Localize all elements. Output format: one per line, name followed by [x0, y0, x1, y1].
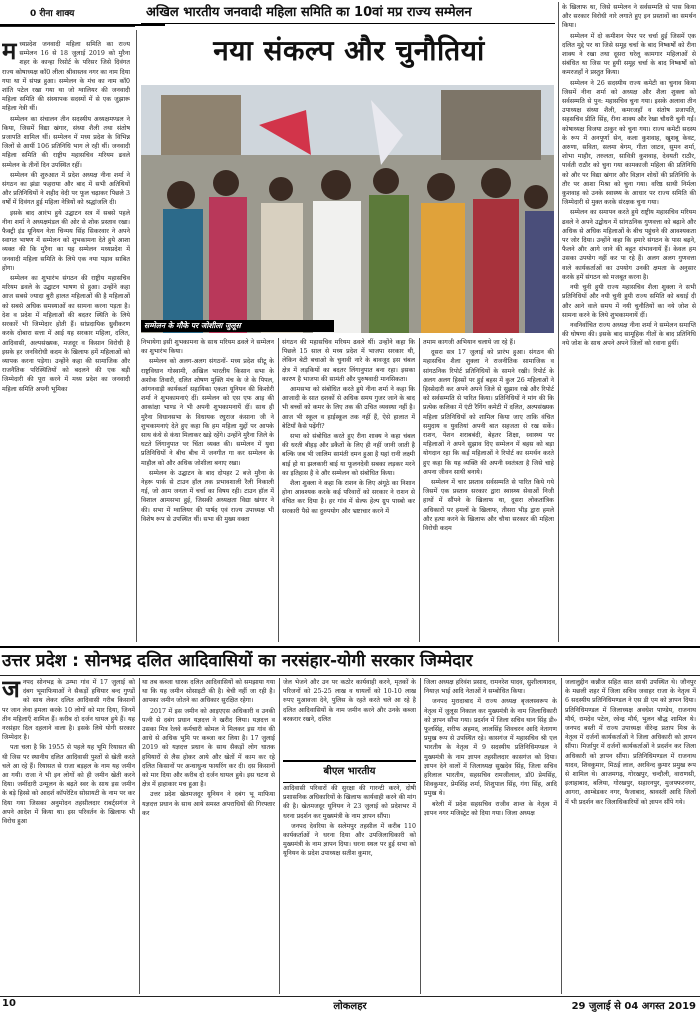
rally-photo — [141, 85, 554, 333]
column-divider — [139, 678, 140, 994]
issue-date: 29 जुलाई से 04 अगस्त 2019 — [571, 1001, 696, 1012]
bottom-column-2: था तब कब्जा धारक दलित आदिवासियों को समझाया गया था कि यह जमीन सोसाइटी की है। बेची नहीं जा रही है। आपका जमीन जोतने का अधिकार सुरक्षित रहेगा। 2017 में इस जमीन को आइएएस अधिकारी व उनकी पत्नी से दबंग प्रधान यज्ञदत्त ने खरीद लिया। यज्ञदत्त व उसका मित्र रेलवे कर्मचारी कोमल ने मिलकर इस गांव की आधे से अधिक भूमि पर कब्जा कर लिया है। 17 जुलाई 2019 को यज्ञदत्त प्रधान के साथ सैकड़ों लोग घातक हथियारों से लैस होकर आये और खेतों में काम कर रहे दलित किसानों पर अन्धाधुन्ध फायरिंग कर दी। दस किसानों को मार दिया और करीब दो दर्जन घायल हुये। इस घटना से क्षेत्र में हाहाकार मच हुआ है। उत्तर प्रदेश खेतमजदूर यूनियन ने दबंग भू माफिया यज्ञदत्त प्रधान के साथ आये समस्त अपराधियों की गिरफ्तार कर — [142, 679, 275, 817]
kicker: अखिल भारतीय जनवादी महिला समिति का 10वां मप्र राज्य सम्मेलन — [146, 5, 472, 20]
photo-caption: सम्मेलन के मौके पर जोशीला जुलूस — [141, 320, 334, 332]
column-divider — [136, 30, 137, 642]
column-divider — [279, 678, 280, 994]
column-divider — [558, 2, 559, 642]
page-number: 10 — [2, 998, 16, 1009]
story-divider — [0, 646, 700, 648]
bottom-column-5: जलालुद्दीन कन्नौज सहित सात साथी उपस्थित थे। जौनपुर के मछली शहर में जिला सचिव जवाहर राजा के नेतृत्व में 6 सदस्यीय प्रतिनिधिमण्डल ने एस डी एम को ज्ञापन दिया। प्रतिनिधिमण्डल में जिलाध्यक्ष अवधेश पाण्डेय, राजनाथ मौर्य, रामदेव पटेल, रवेन्द्र मौर्य, भुलन बौद्ध शामिल थे। जनपद बस्ती में राज्य उपाध्यक्ष वीरेन्द्र प्रताप मिश्र के नेतृत्व में दर्जनों कार्यकर्ताओं ने जिला अधिकारी को ज्ञापन सौंपा। मिर्जापुर में दर्जनों कार्यकर्ताओं ने प्रदर्शन कर जिला अधिकारी को ज्ञापन सौंपा। प्रतिनिधिमण्डल में राजनाथ यादव, शिवकुमार, मिठई लाल, अरविन्द कुमार प्रमुख रूप से शामिल थे। आजमगढ़, गोरखपुर, चन्दौली, वाराणसी, इलाहाबाद, बलिया, गोरखपुर, सहारनपुर, मुजफ्फरनगर, आगरा, आम्बेडकर नगर, फैजाबाद, श्रावस्ती आदि जिलों में भी प्रदर्शन कर जिलाधिकारियों को ज्ञापन सौंपे गये। — [565, 679, 696, 806]
column-divider — [278, 338, 279, 642]
top-column-5: के खिलाफ था, जिसे सम्मेलन ने सर्वसम्मति से पास किया और सरकार विरोधी नारे लगाते हुए इन प्रस्तावों का समर्थन किया। सम्मेलन में दो कमीशन पेपर पर चर्चा हुई जिसमें एक दलित मुद्दे पर था जिसे समूह चर्चा के बाद निष्कर्षों को रीना शाक्य ने रखा तथा दूसरा घरेलू कामगार महिलाओं से संबंधित था जिस पर हुयी समूह चर्चा के बाद निष्कर्षों को कमरजहाँ ने प्रस्तुत किया। सम्मेलन ने 26 सदस्यीय राज्य कमेटी का चुनाव किया जिसमें नीना शर्मा को अध्यक्ष और शैला शुक्ला को सर्वसम्मति से पुन: महासचिव चुना गया। इसके अलावा तीन उपाध्यक्ष संध्या शैली, कमरजहाँ व संतोष प्रजापति, सहसचिव प्रीति सिंह, रीना शाक्य और रेखा चौधरी चुनी गईं। कोषाध्यक्ष विजया ठाकुर को चुना गया। राज्य कमेटी सदस्य के रूप में अनपूर्णा सेन, कला कुशवाह, खुशबू केवट, अरुणा, सविता, सलमा बेगम, गीता जाटव, सुमन शर्मा, शोभा माहौर, तरुलता, सावित्री कुशवाह, देवयती राठौर, पार्वती राठौर को चुना गया कामकाजी महिला की प्रतिनिधि को और पर विद्या खंगार और विज्ञान शोधों की प्रतिनिधि के तौर पर आशा मिश्रा को चुना गया। वरिष्ठ साथी निर्मला कुशवाह को उनके स्वास्थ्य के आधार पर राज्य समिति की जिम्मेदारी से मुक्त करके संरक्षक चुना गया। सम्मेलन का समापन करते हुये राष्ट्रीय महासचिव मरियम ढवले ने अपने उद्बोधन में सांगठनिक गुणवत्ता को बढ़ाने और अधिक से अधिक महिलाओं के बीच पहुंचने की आवश्यकता पर जोर दिया। उन्होंने कहा कि हमारे संगठन के पास बढ़ने, फैलने और आगे जाने की बहुत संभावनायें हैं। केवल हम उसका उपयोग नहीं कर पा रहे हैं। अलग अलग गुणवत्ता वाले कार्यकर्ताओं का उपयोग उनकी क्षमता के अनुसार करके हमें संगठन को मजबूत करना है। नयी चुनी हुयी राज्य महासचिव शैला शुक्ला ने सभी प्रतिनिधियों और नयी चुनी हुयी राज्य समिति को बधाई दी और आने वाले समय में नयी चुनौतियों का नये जोश से सामना करने के लिये शुभकामनायें दीं। नवनिर्वाचित राज्य अध्यक्ष नीना शर्मा ने सम्मेलन समाप्ति की घोषणा की। इसके बाद सामूहिक गीतों के बाद प्रतिनिधि नये जोश के साथ अपने अपने जिलों को रवाना हुयीं। — [562, 4, 696, 348]
column-divider — [561, 678, 562, 994]
headline: नया संकल्प और चुनौतियां — [213, 34, 485, 67]
top-column-3: संगठन की महासचिव मरियम ढवले थीं। उन्होंने कहा कि पिछले 15 साल से मध्य प्रदेश में भाजपा सरकार थी, लेकिन बेटी बचाओ के चुनावी नारे के बावजूद इस चंबल क्षेत्र में लड़कियों का बदतर लिंगानुपात बना रहा। इसका कारण है भाजपा की सामंती और पुरुषवादी मानसिकता। आमसभा को संबोधित करते हुये नीना शर्मा ने कहा कि आजादी के सात दशकों से अधिक समय गुजर जाने के बाद भी बच्चों को कमर के लिए तक की उचित व्यवस्था नहीं है। आज भी स्कूल व हाईस्कूल तक नहीं हैं, ऐसे हालात में बेटियाँ कैसे पढ़ेंगी? सभा को संबोधित करते हुए रीना शाक्य ने कहा चंबल की धरती बीहड़ और डकैतों के लिए ही नहीं जानी जाती है बल्कि जब भी जालिम सामंती दमन हुआ है यहां रानी लक्ष्मी बाई हो या झलकारी बाई या फूलनदेवी सबका लड़कर मरने का इतिहास है वे और सम्मेलन को संबोधित किया। शैला शुक्ला ने कहा कि राशन के लिए अंगूठे का निशान होना आवश्यक करके कई परिवारों को सरकार ने राशन से वंचित कर दिया है। हर गांव में सेल्फ हेल्प ग्रुप पास्बो कर सरकारी पैसे का दुरुपयोग और भ्रष्टाचार करने में — [282, 339, 415, 515]
kicker-rule — [141, 23, 555, 24]
footer-rule — [0, 996, 700, 997]
top-column-2: निभायेगा इसी शुभकामना के साथ मरियम ढवले ने सम्मेलन का शुभारंभ किया। सम्मेलन को अलग-अलग संगठनों- मध्य प्रदेश सीटू के राष्ट्रविधान गोस्वामी, अखिल भारतीय किसान सभा के अशोक तिवारी, दलित शोषण मुक्ति मंच के जे के पिपल, आंगनवाड़ी कार्यकर्ता सहायिका एकता यूनियन की किशोरी शर्मा ने शुभकामनाएं दीं। सम्मेलन को एस एफ आइ की आकांक्षा भाण्ड ने भी अपनी शुभकामनायें दीं। साथ ही मुरैना विधानसभा के विधायक रघुराज कंसाना जी ने शुभकामनाएं देते हुए कहा कि हम महिला मुद्दों पर आपके साथ कंधे से कंधा मिलाकर खड़े रहेंगे। उन्होंने मुरैना जिले के घटते लिंगानुपात पर चिंता व्यक्त की। सम्मेलन में युवा प्रतिनिधियों ने बीच बीच में जनगीत गा कर सम्मेलन के माहौल को और अधिक जोशीला बनाए रखा। सम्मेलन के उद्घाटन के बाद दोपहर 2 बजे मुरैना के नेहरू पार्क से टाउन हॉल तक प्रभावशाली रैली निकाली गई, जो आम जनता में चर्चा का विषय रही। टाउन हॉल में विशाल आमसभा हुई, जिसकी अध्यक्षता विद्या खंगार ने की। सभा में ग्वालियर की पार्षद एवं राज्य उपाध्यक्ष भी विशेष रूप से उपस्थित थीं। सभा की मुख्य वक्ता — [141, 339, 274, 523]
bottom-column-3: आदिवासी परिवारों की सुरक्षा की गारन्टी करने, दोषी प्रशासनिक अधिकारियों के खिलाफ कार्यवाही करने की मांग की है। खेतमजदूर यूनियन ने 23 जुलाई को प्रदेशभर में धरना प्रदर्शन कर मुख्यमंत्री के नाम ज्ञापन सौंपा। जनपद देवरिया के सलेमपुर तहसील में करीब 110 कार्यकर्ताओं ने धरना दिया और उपजिलाधिकारी को मुख्यमंत्री के नाम ज्ञापन दिया। धरना स्थल पर हुई सभा को यूनियन के प्रदेश उपाध्यक्ष सतीश कुमार, — [283, 785, 416, 858]
author-label: 0 रीना शाक्य — [0, 4, 165, 26]
bottom-column-4: जिला अध्यक्ष हरिवंश प्रसाद, रामनरेश यादव, सुशीलायादव, नियाज़ भाई आदि नेताओं ने सम्बोधित किया। जनपद मुरादाबाद में राज्य अध्यक्ष बृजलस्वरूप के नेतृत्व में जुलूस निकाल कर मुख्यमंत्री के नाम जिलाधिकारी को ज्ञापन सौंपा गया। प्रदर्शन में जिला सचिव थान सिंह डी० फूलसिंह, शरीफ अहमद, लालसिंह शिवचरन आदि नेतागण प्रमुख रूप से उपस्थित रहे। कासगंज में महासचिव श्री एल भारतीय के नेतृत्व में 9 सदस्यीय प्रतिनिधिमण्डल ने मुख्यमंत्री के नाम ज्ञापन तहसीलदार कासगंज को दिया। ज्ञापन देने वालों में जिलाध्यक्ष सुखदेव सिंह, जिला सचिव हरिलाल भारतीय, सहसचिव रामजीलाल, डॉ0 प्रेमसिंह, शिवकुमार, प्रेमसिंह शर्मा, शिशुपाल सिंह, गंगा सिंह, आदि प्रमुख थे। बरेली में प्रदेश सहसचिव राजीव शान्त के नेतृत्व में ज्ञापन नगर मजिस्ट्रेट को दिया गया। जिला अध्यक्ष — [424, 679, 557, 817]
column-divider — [420, 678, 421, 994]
drop-cap: ज — [2, 678, 20, 703]
drop-cap: म — [2, 40, 17, 65]
rally-photo-illustration — [141, 85, 554, 333]
publication-name: लोकलहर — [333, 1001, 367, 1012]
column-divider — [419, 338, 420, 642]
top-column-4: तमाम कागजी अभियान चलाये जा रहे हैं। दूसरा सत्र 17 जुलाई को प्रारंभ हुआ। संगठन की महासचिव शैला शुक्ला ने राजनीतिक सामाजिक व सांगठनिक रिपोर्ट प्रतिनिधियों के सामने रखी। रिपोर्ट के अलग अलग हिस्सों पर हुई बहस में कुल 26 महिलाओं ने हिस्सेदारी कर अपने अपने जिले से सुझाव रखे और रिपोर्ट को सर्वसम्मति से पारित किया। प्रतिनिधियों ने मांग की कि प्रत्येक कलिका में एंटी रैगिंग कमेटी में दलित, अल्पसंख्यक महिला प्रतिनिधियों को शामिल किया जाए ताकि वंचित समुदाय व युवतियां अपनी बात सहजता से रख सकें। राशन, पेंशन शराबबंदी, बेहतर शिक्षा, स्वास्थ्य पर महिलाओं ने अपने सुझाव दिए सम्मेलन में बहस को बड़ा योगदान रहा कि कई महिलाओं ने रिपोर्ट का समर्थन करते हुए कहा कि यह व्यक्ति की अपनी स्वतंत्रता है जिसे चाहे अपना जीवन साथी बनाये। सम्मेलन में चार प्रस्ताव सर्वसम्मति से पारित किये गये जिसमें एक प्रस्ताव सरकार द्वारा स्वास्थ्य सेवाओं निजी हाथों में सौंपने के खिलाफ था, दूसरा लोकतांत्रिक अधिकारों पर हमलों के खिलाफ, तीसरा भीड़ द्वारा हमले और हत्या करने के खिलाफ और चौथा सरकार की महिला विरोधी कदम — [423, 339, 554, 533]
bottom-headline: उत्तर प्रदेश : सोनभद्र दलित आदिवासियों का नरसंहार-योगी सरकार जिम्मेदार — [2, 651, 473, 671]
author-rule — [0, 26, 135, 27]
bottom-column-3-top: जेल भेजने और उन पर कठोर कार्यवाही करने, मृतकों के परिजनों को 25-25 लाख व घायलों को 10-10 लाख रुपए मुआवजा देने, पुलिस के रहते करते चले आ रहे है दलित आदिवासियों के नाम जमीन करने और उनके कब्जा बरकरार रखने, दलित — [283, 679, 416, 723]
top-column-1: म ध्यप्रदेश जनवादी महिला समिति का राज्य सम्मेलन 16 से 18 जुलाई 2019 को मुरैना शहर के कान्हा रिसोर्ट के परिसर जिसे दिवंगत राज्य कोषाध्यक्ष कॉ0 लीला श्रीवास्तव नगर का नाम दिया गया था में संपन्न हुआ। सम्मेलन के मंच का नाम कॉ0 शांति पटेल रखा गया था जो ग्वालियर की जनवादी महिला समिति की संस्थापक सदस्यों में से एक जुझारू महिला नेत्री थीं। सम्मेलन का संचालन तीन सदस्यीय अध्यक्षमण्डल ने किया, जिसमें विद्या खंगार, संध्या शैली तथा संतोष प्रजापति शामिल थीं। सम्मेलन में मध्य प्रदेश के विभिन्न जिलों से आयीं 106 प्रतिनिधि भाग ले रही थीं। जनवादी महिला समिति की राष्ट्रीय महासचिव मरियम ढवले सम्मेलन के तीनों दिन उपस्थित रहीं। सम्मेलन की शुरुआत में प्रदेश अध्यक्ष नीना शर्मा ने संगठन का झंडा फहराया और बाद में सभी अतिथियों और प्रतिनिधियों ने शहीद वेदी पर फूल चढ़ाकर पिछले 3 वर्षों में दिवंगत हुई महिला नेत्रियों को श्रद्धांजलि दी। इसके बाद आरंभ हुये उद्घाटन सत्र में सबसे पहले नीना शर्मा ने अध्यक्षमंडल की ओर से शोक प्रस्ताव रखा। फैक्ट्री इंड यूनियन नेता चिन्मय सिंह सिकरवार ने अपने स्वागत भाषण में सम्मेलन को शुभकामना देते हुये आशा व्यक्त की कि मुरैना का यह सम्मेलन मध्यप्रदेश में जनवादी महिला समिति के लिये एक नया पड़ाव साबित होगा। सम्मेलन का शुभारंभ संगठन की राष्ट्रीय महासचिव मरियम ढवले के उद्घाटन भाषण से हुआ। उन्होंने कहा आज सबसे ज्यादा बुरी हालत महिलाओं की है महिलाओं को सबसे अधिक समस्याओं का सामना करना पड़ता है। देश व प्रदेश में महिलाओं की बदतर स्थिति के लिये सरकारें भी जिम्मेदार होती हैं। सांप्रदायिक ध्रुवीकरण करके दोबारा सत्ता में आई यह सरकार महिला, दलित, आदिवासी, अल्पसंख्यक, मजदूर व किसान विरोधी है इसके हर जनविरोधी कदम के खिलाफ हमें महिलाओं को व्यापक करना पड़ेगा। उन्होंने कहा की सामाजिक और राजनैतिक परिस्थितियों को बदलने की एक बड़ी जिम्मेदारी की पूरा करने में मध्य प्रदेश का जनवादी महिला समिति अपनी भूमिका — [2, 40, 130, 393]
bottom-column-1: ज नपद सोनभद्र के उम्भा गांव में 17 जुलाई को दंबग भूमाफियाओं ने सैकड़ों हथियार बन्द गुण्डों को साथ लेकर दलित आदिवासी गरीब किसानों पर जान लेवा हमला करके 10 लोगों को मार दिया, जिनमें तीन महिलाएँ शामिल हैं। करीब दो दर्जन घायल हुये हैं। यह नरसंहार दिल दहलाने वाला है। इसके लिये योगी सरकार जिम्मेदार है। पता चला है कि 1955 से पहले यह भूमि रियासत की थी जिस पर स्थानीय दलित आदिवासी पुश्तों से खेती करते चले आ रहे हैं। रियासत से राजा बड़हल के नाम यह जमीन आ गयी। राजा ने भी इन लोगों को ही जमीन खेती करने दिया। जमींदारी उन्मूलन के बढ़ते स्वर के साथ इस जमीन के बड़े हिस्से को आदर्श कॉपरेटिव सोसायटी के नाम पर कर दिया गया जिसका अनुमोदन तहसीलदार राबर्ट्सगंज ने अपने आदेश में किया था। इस परिवर्तन के खिलाफ भी विरोध हुआ — [2, 678, 135, 826]
bottom-headline-rule — [0, 675, 700, 676]
byline: बीएल भारतीय — [283, 760, 416, 783]
